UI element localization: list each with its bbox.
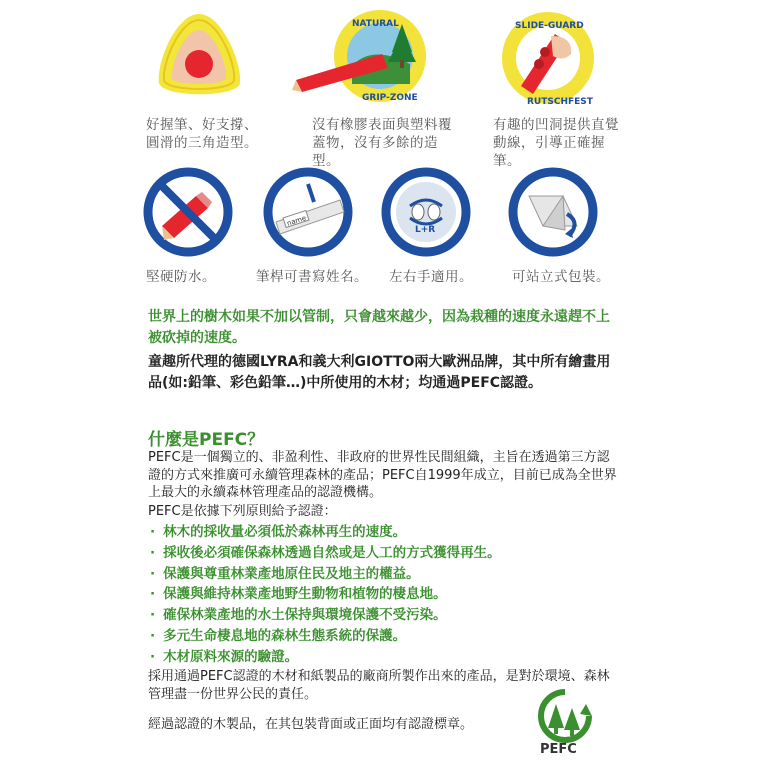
name-barrel-icon <box>262 166 354 258</box>
list-item: · 確保林業產地的水土保持與環境保護不受污染。 <box>150 607 447 624</box>
feature-caption-name: 筆桿可書寫姓名。 <box>256 269 368 285</box>
pefc-description: PEFC是一個獨立的、非盈利性、非政府的世界性民間組織，主旨在透過第三方認證的方式來推廣可永續管理森林的產品；PEFC自1999年成立，目前已成為全世界上最大的永續森林管理產品的認證機構。 <box>148 450 617 500</box>
principles-list <box>150 522 620 668</box>
list-item: · 木材原料來源的驗證。 <box>150 648 299 665</box>
left-right-hand-icon <box>380 166 472 258</box>
slide-guard-bottom-text: RUTSCHFEST <box>527 97 593 107</box>
name-tag-text: name <box>285 214 308 228</box>
slide-guard-badge <box>493 6 603 108</box>
grip-zone-bottom-text: GRIP-ZONE <box>362 93 418 103</box>
feature-caption-waterproof: 堅硬防水。 <box>146 269 216 285</box>
grip-zone-top-text: NATURAL <box>352 19 399 29</box>
natural-grip-zone-badge <box>292 4 432 106</box>
list-item: · 多元生命棲息地的森林生態系統的保護。 <box>150 627 407 644</box>
pefc-logo-text: PEFC <box>540 742 577 756</box>
feature-caption-grip-zone: 沒有橡膠表面與塑料覆蓋物，沒有多餘的造型。 <box>312 117 452 169</box>
left-right-label: L+R <box>415 225 436 235</box>
waterproof-icon <box>142 166 234 258</box>
feature-caption-slide-guard: 有趣的凹洞提供直覺動線，引導正確握筆。 <box>493 117 619 169</box>
feature-caption-lr: 左右手適用。 <box>389 269 473 285</box>
feature-caption-triangle: 好握筆、好支撐、圓滑的三角造型。 <box>146 117 258 151</box>
feature-caption-standing: 可站立式包裝。 <box>512 269 610 285</box>
slide-guard-top-text: SLIDE-GUARD <box>515 21 584 31</box>
list-item: · 林木的採收量必須低於森林再生的速度。 <box>150 524 407 540</box>
pefc-logo <box>530 686 600 756</box>
principles-intro: PEFC是依據下列原則給予認證： <box>148 504 337 519</box>
pefc-heading: 什麼是PEFC？ <box>148 430 265 450</box>
standing-package-icon <box>507 166 599 258</box>
footer-note: 經過認證的木製品，在其包裝背面或正面均有認證標章。 <box>148 717 474 732</box>
triangle-grip-icon <box>152 8 247 103</box>
list-item: · 保護與尊重林業產地原住民及地主的權益。 <box>150 565 420 582</box>
brand-intro-text: 童趣所代理的德國LYRA和義大利GIOTTO兩大歐洲品牌，其中所有繪畫用品(如:鉛筆、彩色鉛筆…)中所使用的木材；均通過PEFC認證。 <box>148 354 611 391</box>
list-item: · 保護與維持林業產地野生動物和植物的棲息地。 <box>150 586 447 603</box>
tree-warning-text: 世界上的樹木如果不加以管制，只會越來越少，因為栽種的速度永遠趕不上被砍掉的速度。 <box>148 309 610 346</box>
conclusion-text: 採用通過PEFC認證的木材和紙製品的廠商所製作出來的產品，是對於環境、森林管理盡一份世界公民的責任。 <box>148 669 610 702</box>
list-item: · 採收後必須確保森林透過自然或是人工的方式獲得再生。 <box>150 544 501 561</box>
